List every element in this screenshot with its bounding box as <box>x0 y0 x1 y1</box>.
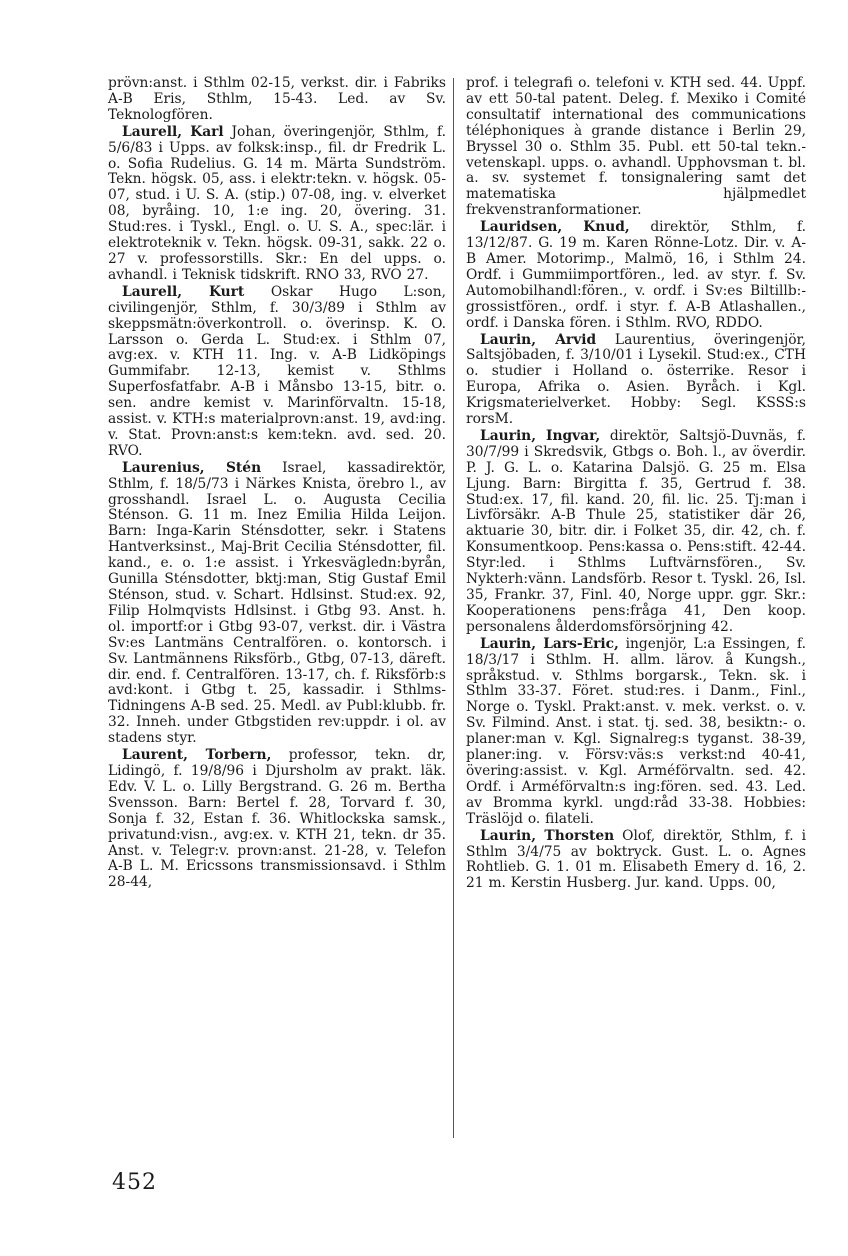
entry-text: Olof, direktör, Sthlm, f. i Sthlm 3/4/75 av boktryck. Gust. L. o. Agnes Rohtlieb. G. 1. 01 m. Elisabeth Emery d. 16, 2. 21 m. Kerstin Husberg. Jur. kand. Upps. 00, <box>466 827 807 892</box>
entry-laurin-arvid <box>466 333 806 428</box>
entry-text: professor, tekn. dr, Lidingö, f. 19/8/96 i Djursholm av prakt. läk. Edv. V. L. o. Lilly Bergstrand. G. 26 m. Bertha Svensson. Barn: Bertel f. 28, Torvard f. 30, Sonja f. 32, Estan f. 36. Whitlockska samsk., privatund:visn., avg:ex. v. KTH 21, tekn. dr 35. Anst. v. Telegr:v. provn:anst. 21-28, v. Telefon A-B L. M. Ericssons transmissionsavd. i Sthlm 28-44, <box>108 747 446 891</box>
entry-laurell-kurt <box>108 285 446 460</box>
entry-laurin-thorsten <box>466 829 806 893</box>
entry-laurin-lars-eric <box>466 637 806 828</box>
entry-name: Laurin, Thorsten <box>480 827 615 844</box>
entry-laurin-ingvar <box>466 429 806 636</box>
entry-name: Laurell, Kurt <box>122 283 245 300</box>
entry-text: Oskar Hugo L:son, civilingenjör, Sthlm, f. 30/3/89 i Sthlm av skeppsmätn:överkontroll. o. överinsp. K. O. Larsson o. Gerda L. Stud:ex. i Sthlm 07, avg:ex. v. KTH 11. Ing. v. A-B Lidköpings Gummifabr. 12-13, kemist v. Sthlms Superfosfatfabr. A-B i Månsbo 13-15, bitr. o. sen. andre kemist v. Marinförvaltn. 15-18, assist. v. KTH:s materialprovn:anst. 19, avd:ing. v. Stat. Provn:anst:s kem:tekn. avd. sed. 20. RVO. <box>108 283 446 459</box>
column-divider <box>453 78 454 1138</box>
entry-name: Laurent, Torbern, <box>122 747 272 764</box>
left-column <box>108 76 446 892</box>
entry-text: Israel, kassadirektör, Sthlm, f. 18/5/73 i Närkes Knista, örebro l., av grosshandl. Israel L. o. Augusta Cecilia Sténson. G. 11 m. Inez Emilia Hilda Leijon. Barn: Inga-Karin Sténsdotter, sekr. i Statens Hantverksinst., Maj-Brit Cecilia Sténsdotter, fil. kand., e. o. 1:e assist. i Yrkesvägledn:byrån, Gunilla Sténsdotter, bktj:man, Stig Gustaf Emil Sténson, stud. v. Schart. Hdlsinst. Stud:ex. 92, Filip Holmqvists Hdlsinst. i Gtbg 93. Anst. h. ol. importf:or i Gtbg 93-07, verkst. dir. i Västra Sv:es Lantmäns Centralfören. o. kontorsch. i Sv. Lantmännens Riksförb., Gtbg, 07-13, däreft. dir. end. f. Centralfören. 13-17, ch. f. Riksförb:s avd:kont. i Gtbg t. 25, kassadir. i Sthlms-Tidningens A-B sed. 25. Medl. av Publ:klubb. fr. 32. Inneh. under Gtbgstiden rev:uppdr. i ol. av stadens styr. <box>108 459 446 747</box>
entry-text: Johan, överingenjör, Sthlm, f. 5/6/83 i Upps. av folksk:insp., fil. dr Fredrik L. o. Sofia Rudelius. G. 14 m. Märta Sundström. Tekn. högsk. 05, ass. i elektr:tekn. v. högsk. 05-07, stud. i U. S. A. (stip.) 07-08, ing. v. elverket 08, byråing. 10, 1:e ing. 20, övering. 31. Stud:res. i Tyskl., Engl. o. U. S. A., spec:lär. i elektroteknik v. Tekn. högsk. 09-31, sakk. 22 o. 27 v. professorstills. Skr.: En del upps. o. avhandl. i Teknisk tidskrift. RNO 33, RVO 27. <box>108 123 447 283</box>
entry-laurell-karl <box>108 125 446 284</box>
entry-name: Laurin, Arvid <box>480 331 597 348</box>
entry-laurenius-sten <box>108 461 446 747</box>
entry-name: Lauridsen, Knud, <box>480 219 630 236</box>
entry-text: ingenjör, L:a Essingen, f. 18/3/17 i Sthlm. H. allm. lärov. å Kungsh., språkstud. v. Sthlms borgarsk., Tekn. sk. i Sthlm 33-37. Föret. stud:res. i Danm., Finl., Norge o. Tyskl. Prakt:anst. v. mek. verkst. o. v. Sv. Filmind. Anst. i stat. tj. sed. 38, besiktn:- o. planer:man v. Kgl. Signalreg:s tyganst. 38-39, planer:ing. v. Försv:väs:s verkst:nd 40-41, övering:assist. v. Kgl. Arméförvaltn. sed. 42. Ordf. i Arméförvaltn:s ing:fören. sed. 43. Led. av Bromma kyrkl. ungd:råd 33-38. Hobbies: Träslöjd o. filateli. <box>466 635 807 827</box>
entry-text: Laurentius, överingenjör, Saltsjöbaden, f. 3/10/01 i Lysekil. Stud:ex., CTH o. studier i Holland o. österrike. Resor i Europa, Afrika o. Asien. Byråch. i Kgl. Krigsmaterielverket. Hobby: Segl. KSSS:s rorsM. <box>466 331 807 428</box>
entry-text: direktör, Saltsjö-Duvnäs, f. 30/7/99 i Skredsvik, Gtbgs o. Boh. l., av överdir. P. J. G. L. o. Katarina Dalsjö. G. 25 m. Elsa Ljung. Barn: Birgitta f. 35, Gertrud f. 38. Stud:ex. 17, fil. kand. 20, fil. lic. 25. Tj:man i Livförsäkr. A-B Thule 25, statistiker där 26, aktuarie 30, bitr. dir. i Folket 35, dir. 42, ch. f. Konsumentkoop. Pens:kassa o. Pens:stift. 42-44. Styr:led. i Sthlms Luftvärnsfören., Sv. Nykterh:vänn. Landsförb. Resor t. Tyskl. 26, Isl. 35, Frankr. 37, Finl. 40, Norge uppr. ggr. Skr.: Kooperationens pens:fråga 41, Den koop. personalens ålderdomsförsörjning 42. <box>466 427 806 635</box>
entry-name: Laurin, Ingvar, <box>480 427 601 444</box>
entry-continuation: prof. i telegrafi o. telefoni v. KTH sed. 44. Uppf. av ett 50-tal patent. Deleg. f. Mexiko i Comité consultatif international des communications téléphoniques à grande distance i Berlin 29, Bryssel 30 o. Sthlm 35. Publ. ett 50-tal tekn.-vetenskapl. upps. o. avhandl. Upphovsman t. bl. a. sv. systemet f. tonsignalering samt det matematiska hjälpmedlet frekvenstranformationer. <box>466 75 806 219</box>
entry-name: Laurin, Lars-Eric, <box>480 635 619 652</box>
entry-laurent-torbern <box>108 748 446 891</box>
page-number: 452 <box>112 1170 157 1195</box>
entry-continuation: prövn:anst. i Sthlm 02-15, verkst. dir. i Fabriks A-B Eris, Sthlm, 15-43. Led. av Sv. Teknologfören. <box>108 75 446 123</box>
entry-name: Laurell, Karl <box>122 123 224 140</box>
entry-name: Laurenius, Stén <box>122 459 262 476</box>
right-column <box>466 76 806 893</box>
entry-text: direktör, Sthlm, f. 13/12/87. G. 19 m. Karen Rönne-Lotz. Dir. v. A-B Amer. Motorimp., Malmö, 16, i Sthlm 24. Ordf. i Gummiimportfören., led. av styr. f. Sv. Automobilhandl:fören., v. ordf. i Sv:es Biltillb:-grossistfören., ordf. i styr. f. A-B Atlashallen., ordf. i Danska fören. i Sthlm. RVO, RDDO. <box>466 219 806 331</box>
entry-lauridsen-knud <box>466 220 806 331</box>
